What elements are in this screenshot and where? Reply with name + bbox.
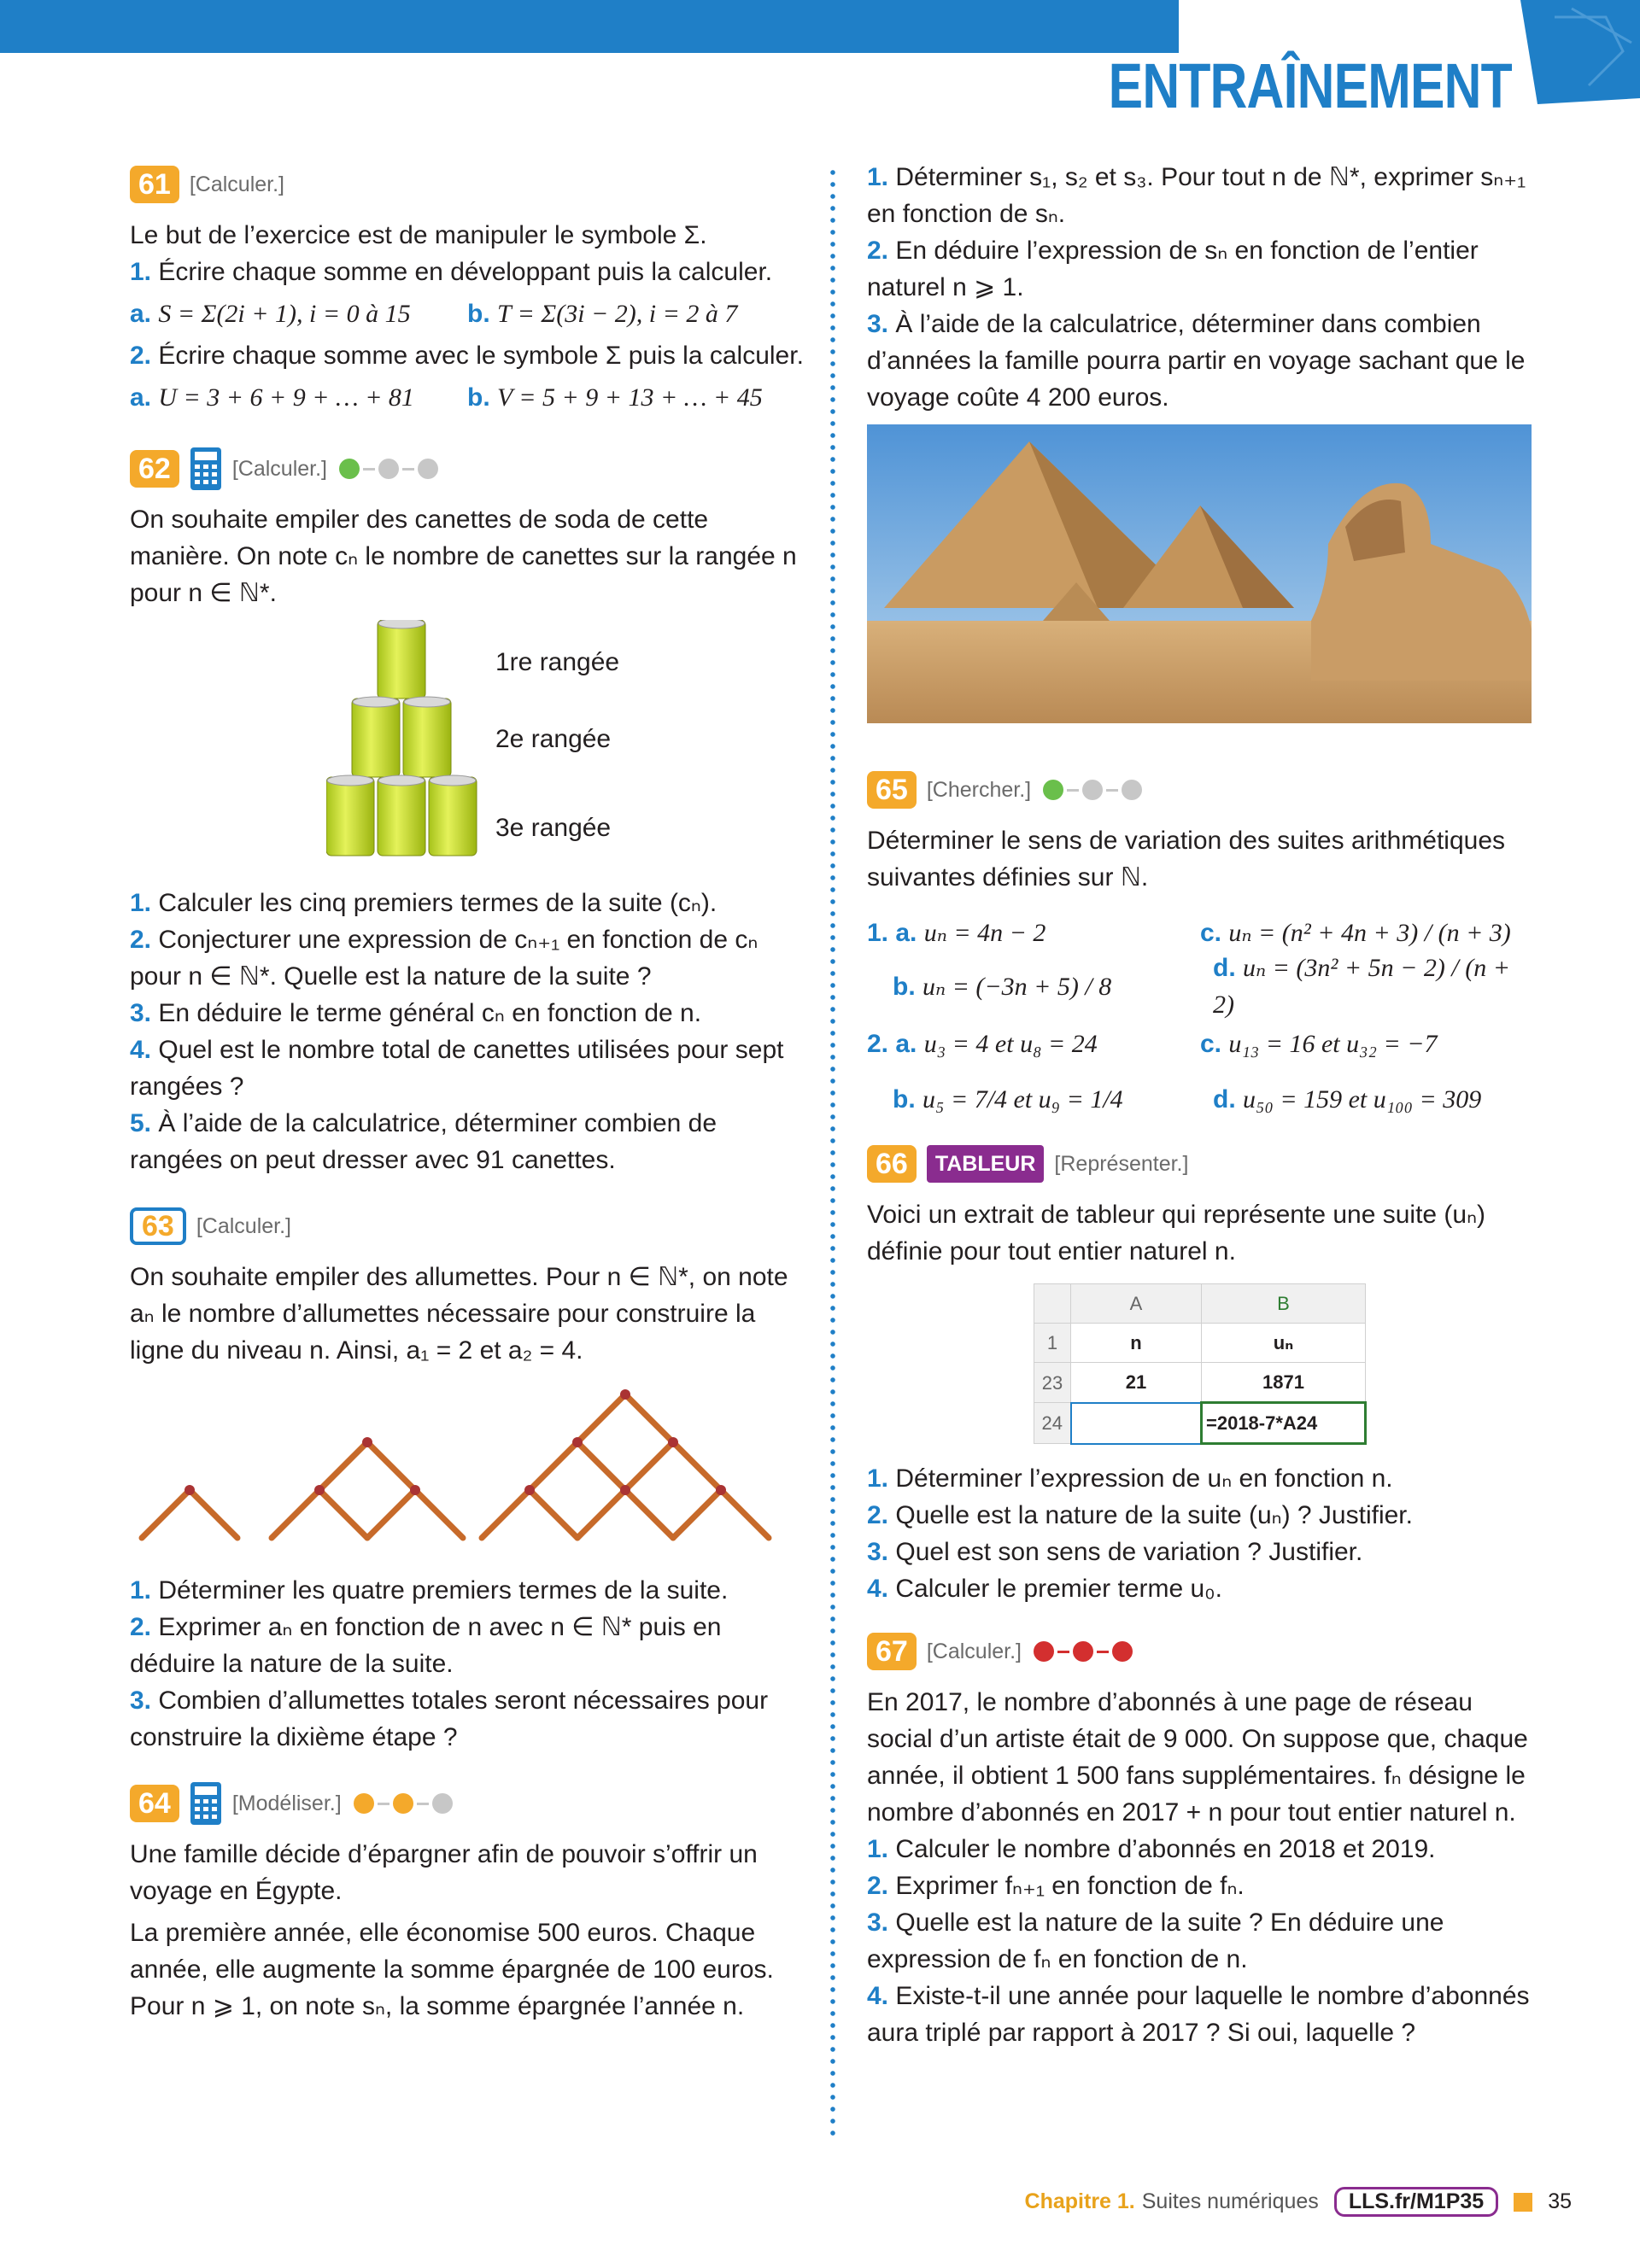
calculator-icon [190,447,222,491]
ex62-q1: 1. Calculer les cinq premiers termes de la suite (cₙ). [130,889,718,917]
ex65-intro: Déterminer le sens de variation des suites arithmétiques suivantes définies sur ℕ. [867,827,1506,891]
right-column [867,159,1533,2051]
ex62-q5: 5. À l’aide de la calculatrice, déterminer combien de rangées on peut dresser avec 91 canettes. [130,1109,718,1174]
corner-decoration [1520,0,1640,104]
ex64-p1: Une famille décide d’épargner afin de pouvoir s’offrir un voyage en Égypte. [130,1840,758,1905]
ex64-q1: 1. Déterminer s₁, s₂ et s₃. Pour tout n de ℕ*, exprimer sₙ₊₁ en fonction de sₙ. [867,163,1526,228]
ex61-q1: 1. Écrire chaque somme en développant puis la calculer. [130,258,773,286]
page-footer [1025,2187,1572,2217]
exercise-number: 63 [130,1207,186,1245]
ex65-items: 1. a. uₙ = 4n − 2 c. uₙ = (n² + 4n + 3) / (n + 3) b. uₙ = (−3n + 5) / 8 d. uₙ = (3n² + 5n − 2) / (n + 2) 2. a. u₃ = 4 et u₈ = 24 c. u₁₃ = 16 et u₃₂ = −7 b. u₅ = 7/4 et u₉ = 1/4 d. u₅₀ = 159 et u₁₀₀ = 309 [867,918,1511,1114]
exercise-number: 66 [867,1145,917,1183]
ex62-q4: 4. Quel est le nombre total de canettes utilisées pour sept rangées ? [130,1036,784,1101]
ex62-q2: 2. Conjecturer une expression de cₙ₊₁ en fonction de cₙ pour n ∈ ℕ*. Quelle est la nature de la suite ? [130,926,758,991]
exercise-67-header [867,1628,1533,1675]
row-label-3: 3e rangée [495,814,612,842]
exercise-tag: [Calculer.] [189,172,284,196]
calculator-icon [190,1781,222,1826]
column-separator [830,167,835,2139]
spreadsheet-extract: A B 1 n uₙ 23 21 1871 24 =2018-7*A24 [1034,1283,1367,1445]
exercise-tag: [Représenter.] [1054,1151,1189,1176]
row-label-2: 2e rangée [495,725,612,753]
exercise-tag: [Calculer.] [196,1213,291,1238]
exercise-number: 61 [130,166,179,203]
ex64-q3: 3. À l’aide de la calculatrice, déterminer dans combien d’années la famille pourra partir en voyage sachant que le voyage coûte 4 200 euros. [867,310,1526,412]
ex66-q3: 3. Quel est son sens de variation ? Justifier. [867,1538,1363,1566]
matches-figure [130,1376,805,1564]
ex61-q1a: S = Σ(2i + 1), i = 0 à 15 [158,300,411,328]
ex63-q2: 2. Exprimer aₙ en fonction de n avec n ∈ ℕ* puis en déduire la nature de la suite. [130,1613,722,1678]
ex61-q2: 2. Écrire chaque somme avec le symbole Σ puis la calculer. [130,342,804,370]
ex67-q4: 4. Existe-t-il une année pour laquelle le nombre d’abonnés aura triplé par rapport à 2017 ? Si oui, laquelle ? [867,1982,1530,2047]
ex63-q1: 1. Déterminer les quatre premiers termes de la suite. [130,1576,729,1605]
difficulty-indicator [354,1793,456,1814]
ex61-q2-items: a. U = 3 + 6 + 9 + … + 81 b. V = 5 + 9 + 13 + … + 45 [130,383,763,412]
pyramids-photo [867,424,1532,723]
exercise-65-header [867,766,1533,814]
exercise-tag: [Calculer.] [231,456,327,481]
exercise-tag: [Modéliser.] [231,1791,342,1815]
header-bar [0,0,1179,53]
chapter-number: Chapitre 1. [1024,2189,1135,2213]
ex63-intro: On souhaite empiler des allumettes. Pour n ∈ ℕ*, on note aₙ le nombre d’allumettes nécessaire pour construire la ligne du niveau n. Ainsi, a₁ = 2 et a₂ = 4. [130,1263,788,1365]
exercise-61-header [130,161,805,208]
ex66-q1: 1. Déterminer l’expression de uₙ en fonction n. [867,1464,1393,1493]
ex67-q1: 1. Calculer le nombre d’abonnés en 2018 et 2019. [867,1835,1436,1863]
exercise-number: 65 [867,771,917,809]
ex61-q2b: V = 5 + 9 + 13 + … + 45 [497,383,763,412]
difficulty-indicator [1034,1641,1136,1662]
square-icon [1514,2193,1532,2212]
exercise-64-header [130,1780,805,1827]
page-title: ENTRAÎNEMENT [1108,50,1512,121]
page-number: 35 [1548,2189,1572,2213]
difficulty-indicator [339,459,442,479]
ex66-q4: 4. Calculer le premier terme u₀. [867,1575,1222,1603]
exercise-tag: [Calculer.] [926,1639,1022,1663]
exercise-number: 62 [130,450,179,488]
exercise-number: 64 [130,1785,179,1822]
ex61-q1b: T = Σ(3i − 2), i = 2 à 7 [497,300,738,328]
ex61-q2a: U = 3 + 6 + 9 + … + 81 [158,383,414,412]
ex64-p2: La première année, elle économise 500 euros. Chaque année, elle augmente la somme épargnée de 100 euros. Pour n ⩾ 1, on note sₙ, la somme épargnée l’année n. [130,1919,774,2020]
exercise-tag: [Chercher.] [926,777,1032,802]
ex66-intro: Voici un extrait de tableur qui représente une suite (uₙ) définie pour tout entier naturel n. [867,1201,1486,1266]
ex67-intro: En 2017, le nombre d’abonnés à une page de réseau social d’un artiste était de 9 000. On suppose que, chaque année, il obtient 1 500 fans supplémentaires. fₙ désigne le nombre d’abonnés en 2017 + n pour tout entier naturel n. [867,1688,1528,1827]
difficulty-indicator [1043,780,1145,800]
ex62-intro: On souhaite empiler des canettes de soda de cette manière. On note cₙ le nombre de canettes sur la rangée n pour n ∈ ℕ*. [130,506,797,607]
ex63-q3: 3. Combien d’allumettes totales seront nécessaires pour construire la dixième étape ? [130,1686,769,1751]
ex61-q1-items: a. S = Σ(2i + 1), i = 0 à 15 b. T = Σ(3i − 2), i = 2 à 7 [130,300,738,328]
tableur-badge: TABLEUR [927,1145,1045,1183]
left-column [130,161,805,2025]
ex67-q3: 3. Quelle est la nature de la suite ? En déduire une expression de fₙ en fonction de n. [867,1909,1444,1973]
exercise-66-header [867,1140,1533,1188]
ex67-q2: 2. Exprimer fₙ₊₁ en fonction de fₙ. [867,1872,1245,1900]
ex64-q2: 2. En déduire l’expression de sₙ en fonction de l’entier naturel n ⩾ 1. [867,237,1479,301]
ex66-q2: 2. Quelle est la nature de la suite (uₙ) ? Justifier. [867,1501,1413,1529]
ex62-q3: 3. En déduire le terme général cₙ en fonction de n. [130,999,702,1027]
exercise-62-header [130,445,805,493]
cans-figure [130,620,805,876]
row-label-1: 1re rangée [495,648,620,676]
exercise-number: 67 [867,1633,917,1670]
ex61-intro: Le but de l’exercice est de manipuler le symbole Σ. [130,221,707,249]
exercise-63-header [130,1202,805,1250]
chapter-title: Suites numériques [1141,2189,1319,2213]
lls-link[interactable]: LLS.fr/M1P35 [1334,2187,1498,2217]
